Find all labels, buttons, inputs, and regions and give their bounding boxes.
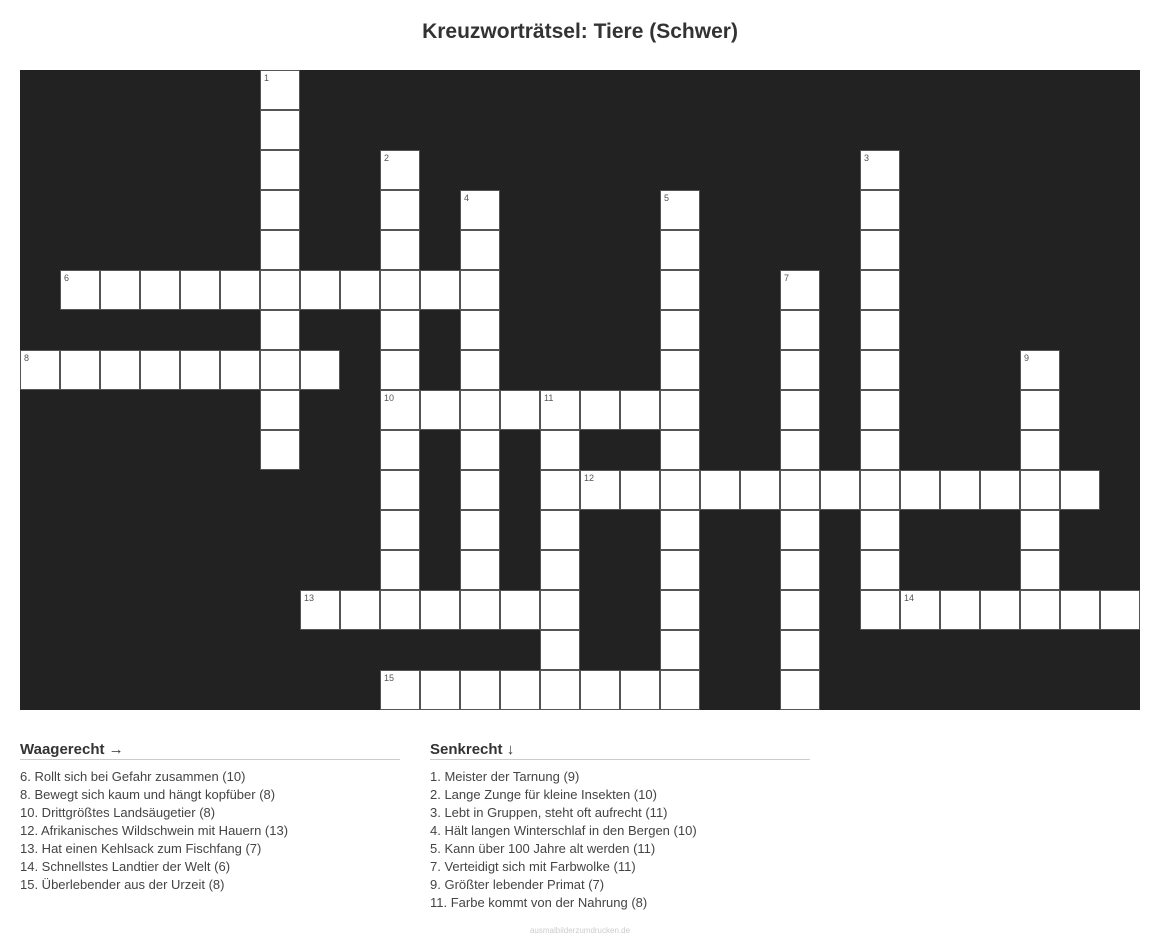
footer-watermark: ausmalbilderzumdrucken.de bbox=[529, 926, 631, 935]
grid-cell[interactable] bbox=[380, 470, 420, 510]
grid-cell[interactable] bbox=[340, 590, 380, 630]
grid-cell[interactable] bbox=[540, 510, 580, 550]
grid-cell[interactable] bbox=[460, 670, 500, 710]
grid-cell[interactable] bbox=[980, 470, 1020, 510]
grid-cell[interactable] bbox=[660, 270, 700, 310]
grid-cell[interactable] bbox=[380, 350, 420, 390]
grid-cell[interactable] bbox=[1020, 350, 1060, 390]
grid-cell[interactable] bbox=[460, 390, 500, 430]
grid-cell[interactable] bbox=[780, 590, 820, 630]
grid-cell[interactable] bbox=[860, 230, 900, 270]
grid-cell[interactable] bbox=[940, 470, 980, 510]
clue-item: 5. Kann über 100 Jahre alt werden (11) bbox=[430, 841, 656, 856]
grid-cell[interactable] bbox=[540, 550, 580, 590]
grid-cell[interactable] bbox=[780, 550, 820, 590]
grid-cell[interactable] bbox=[860, 510, 900, 550]
grid-cell[interactable] bbox=[380, 510, 420, 550]
grid-cell[interactable] bbox=[660, 310, 700, 350]
clue-number: 6 bbox=[64, 273, 70, 283]
grid-cell[interactable] bbox=[780, 390, 820, 430]
grid-cell[interactable] bbox=[500, 590, 540, 630]
clue-item: 4. Hält langen Winterschlaf in den Bergen (10) bbox=[430, 823, 697, 838]
grid-cell[interactable] bbox=[540, 390, 580, 430]
grid-cell[interactable] bbox=[540, 630, 580, 670]
clue-number: 3 bbox=[864, 153, 870, 163]
grid-cell[interactable] bbox=[1060, 470, 1100, 510]
grid-cell[interactable] bbox=[580, 470, 620, 510]
grid-cell[interactable] bbox=[540, 470, 580, 510]
grid-cell[interactable] bbox=[780, 430, 820, 470]
grid-cell[interactable] bbox=[740, 470, 780, 510]
across-clues bbox=[20, 741, 400, 894]
grid-cell[interactable] bbox=[660, 670, 700, 710]
grid-cell[interactable] bbox=[260, 430, 300, 470]
clue-number: 9 bbox=[1024, 353, 1030, 363]
clue-item: 6. Rollt sich bei Gefahr zusammen (10) bbox=[20, 769, 246, 784]
grid-cell[interactable] bbox=[420, 590, 460, 630]
grid-cell[interactable] bbox=[540, 670, 580, 710]
grid-cell[interactable] bbox=[380, 390, 420, 430]
grid-cell[interactable] bbox=[100, 350, 140, 390]
grid-cell[interactable] bbox=[580, 670, 620, 710]
grid-cell[interactable] bbox=[180, 270, 220, 310]
grid-cell[interactable] bbox=[780, 310, 820, 350]
grid-cell[interactable] bbox=[420, 670, 460, 710]
grid-cell[interactable] bbox=[460, 470, 500, 510]
grid-cell[interactable] bbox=[380, 310, 420, 350]
grid-cell[interactable] bbox=[860, 430, 900, 470]
grid-cell[interactable] bbox=[700, 470, 740, 510]
grid-cell[interactable] bbox=[780, 350, 820, 390]
grid-cell[interactable] bbox=[620, 670, 660, 710]
grid-cell[interactable] bbox=[620, 390, 660, 430]
grid-cell[interactable] bbox=[300, 270, 340, 310]
grid-cell[interactable] bbox=[820, 470, 860, 510]
grid-cell[interactable] bbox=[220, 350, 260, 390]
grid-cell[interactable] bbox=[860, 310, 900, 350]
grid-cell[interactable] bbox=[380, 190, 420, 230]
clue-number: 14 bbox=[904, 593, 915, 603]
clue-number: 11 bbox=[544, 393, 554, 403]
grid-cell[interactable] bbox=[900, 470, 940, 510]
clue-item: 9. Größter lebender Primat (7) bbox=[430, 877, 605, 892]
clue-number: 1 bbox=[264, 73, 270, 83]
grid-cell[interactable] bbox=[660, 470, 700, 510]
grid-cell[interactable] bbox=[140, 350, 180, 390]
clue-item: 13. Hat einen Kehlsack zum Fischfang (7) bbox=[20, 841, 262, 856]
grid-cell[interactable] bbox=[660, 390, 700, 430]
down-clues bbox=[430, 741, 810, 912]
clue-number: 10 bbox=[384, 393, 395, 403]
grid-cell[interactable] bbox=[860, 470, 900, 510]
grid-cell[interactable] bbox=[1020, 430, 1060, 470]
grid-cell[interactable] bbox=[1020, 470, 1060, 510]
grid-cell[interactable] bbox=[340, 270, 380, 310]
grid-cell[interactable] bbox=[220, 270, 260, 310]
grid-cell[interactable] bbox=[620, 470, 660, 510]
clue-number: 5 bbox=[664, 193, 670, 203]
grid-cell[interactable] bbox=[100, 270, 140, 310]
grid-cell[interactable] bbox=[860, 270, 900, 310]
grid-cell[interactable] bbox=[780, 670, 820, 710]
grid-cell[interactable] bbox=[860, 350, 900, 390]
clue-item: 3. Lebt in Gruppen, steht oft aufrecht (11) bbox=[430, 805, 668, 820]
grid-cell[interactable] bbox=[660, 190, 700, 230]
grid-cell[interactable] bbox=[780, 270, 820, 310]
grid-cell[interactable] bbox=[1060, 590, 1100, 630]
clue-number: 13 bbox=[304, 593, 315, 603]
grid-cell[interactable] bbox=[380, 230, 420, 270]
clue-item: 11. Farbe kommt von der Nahrung (8) bbox=[430, 895, 648, 910]
grid-cell[interactable] bbox=[460, 190, 500, 230]
clue-item: 14. Schnellstes Landtier der Welt (6) bbox=[20, 859, 231, 874]
grid-cell[interactable] bbox=[260, 230, 300, 270]
grid-cell[interactable] bbox=[1020, 590, 1060, 630]
clue-number: 8 bbox=[24, 353, 30, 363]
grid-cell[interactable] bbox=[980, 590, 1020, 630]
grid-cell[interactable] bbox=[900, 590, 940, 630]
grid-cell[interactable] bbox=[460, 550, 500, 590]
grid-cell[interactable] bbox=[1020, 510, 1060, 550]
grid-cell[interactable] bbox=[540, 430, 580, 470]
grid-cell[interactable] bbox=[660, 550, 700, 590]
grid-cell[interactable] bbox=[260, 310, 300, 350]
grid-cell[interactable] bbox=[860, 550, 900, 590]
grid-cell[interactable] bbox=[300, 350, 340, 390]
grid-cell[interactable] bbox=[380, 670, 420, 710]
grid-cell[interactable] bbox=[660, 510, 700, 550]
grid-cell[interactable] bbox=[660, 350, 700, 390]
grid-cell[interactable] bbox=[20, 350, 60, 390]
grid-cell[interactable] bbox=[60, 270, 100, 310]
grid-cell[interactable] bbox=[500, 670, 540, 710]
grid-cell[interactable] bbox=[60, 350, 100, 390]
grid-cell[interactable] bbox=[420, 270, 460, 310]
grid-cell[interactable] bbox=[660, 430, 700, 470]
clue-item: 1. Meister der Tarnung (9) bbox=[430, 769, 580, 784]
grid-cell[interactable] bbox=[260, 110, 300, 150]
grid-cell[interactable] bbox=[460, 350, 500, 390]
clue-number: 15 bbox=[384, 673, 395, 683]
grid-cell[interactable] bbox=[860, 590, 900, 630]
grid-cell[interactable] bbox=[540, 590, 580, 630]
grid-cell[interactable] bbox=[140, 270, 180, 310]
grid-cell[interactable] bbox=[860, 390, 900, 430]
down-heading: Senkrecht ↓ bbox=[430, 741, 810, 760]
page-title: Kreuzworträtsel: Tiere (Schwer) bbox=[422, 20, 738, 43]
grid-cell[interactable] bbox=[780, 470, 820, 510]
across-heading: Waagerecht → bbox=[20, 741, 400, 760]
clue-number: 2 bbox=[384, 153, 390, 163]
clue-item: 8. Bewegt sich kaum und hängt kopfüber (8) bbox=[20, 787, 276, 802]
grid-cell[interactable] bbox=[580, 390, 620, 430]
clue-number: 4 bbox=[464, 193, 470, 203]
grid-cell[interactable] bbox=[380, 590, 420, 630]
clue-item: 15. Überlebender aus der Urzeit (8) bbox=[20, 877, 225, 892]
grid-cell[interactable] bbox=[460, 510, 500, 550]
across-clue-list bbox=[20, 768, 400, 894]
grid-cell[interactable] bbox=[860, 190, 900, 230]
grid-cell[interactable] bbox=[860, 150, 900, 190]
grid-cell[interactable] bbox=[300, 590, 340, 630]
clue-item: 10. Drittgrößtes Landsäugetier (8) bbox=[20, 805, 216, 820]
grid-cell[interactable] bbox=[380, 150, 420, 190]
grid-cell[interactable] bbox=[940, 590, 980, 630]
grid-cell[interactable] bbox=[180, 350, 220, 390]
grid-cell[interactable] bbox=[1020, 390, 1060, 430]
grid-cell[interactable] bbox=[460, 230, 500, 270]
crossword-grid bbox=[20, 70, 1140, 710]
grid-cell[interactable] bbox=[260, 190, 300, 230]
grid-cell[interactable] bbox=[260, 270, 300, 310]
grid-cell[interactable] bbox=[1020, 550, 1060, 590]
clue-item: 7. Verteidigt sich mit Farbwolke (11) bbox=[430, 859, 636, 874]
grid-cell[interactable] bbox=[260, 150, 300, 190]
grid-cell[interactable] bbox=[460, 430, 500, 470]
grid-cell[interactable] bbox=[660, 630, 700, 670]
clue-item: 2. Lange Zunge für kleine Insekten (10) bbox=[430, 787, 657, 802]
clue-number: 7 bbox=[784, 273, 790, 283]
clue-number: 12 bbox=[584, 473, 595, 483]
grid-cell[interactable] bbox=[260, 70, 300, 110]
grid-cell[interactable] bbox=[780, 510, 820, 550]
grid-cell[interactable] bbox=[660, 230, 700, 270]
grid-cell[interactable] bbox=[460, 270, 500, 310]
grid-cell[interactable] bbox=[1100, 590, 1140, 630]
grid-cell[interactable] bbox=[380, 430, 420, 470]
grid-cell[interactable] bbox=[460, 310, 500, 350]
down-clue-list bbox=[430, 768, 810, 912]
clue-item: 12. Afrikanisches Wildschwein mit Hauern (13) bbox=[20, 823, 289, 838]
grid-cell[interactable] bbox=[260, 390, 300, 430]
grid-cell[interactable] bbox=[380, 550, 420, 590]
grid-cell[interactable] bbox=[260, 350, 300, 390]
grid-cell[interactable] bbox=[380, 270, 420, 310]
grid-cell[interactable] bbox=[460, 590, 500, 630]
grid-cell[interactable] bbox=[660, 590, 700, 630]
grid-cell[interactable] bbox=[500, 390, 540, 430]
grid-cell[interactable] bbox=[420, 390, 460, 430]
grid-cell[interactable] bbox=[780, 630, 820, 670]
